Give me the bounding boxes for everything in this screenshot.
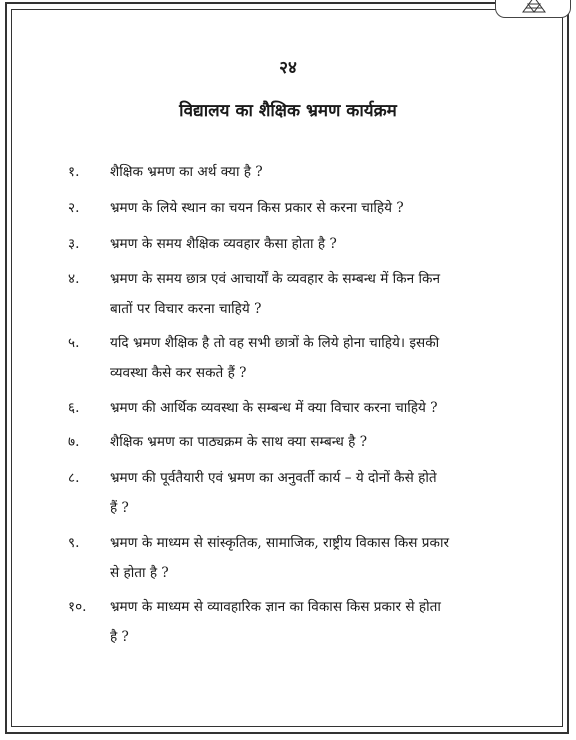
question-number: ९. xyxy=(68,535,80,551)
question-number: २. xyxy=(68,200,80,216)
question-number: ७. xyxy=(68,434,80,450)
question-text: भ्रमण के माध्यम से व्यावहारिक ज्ञान का विकास किस प्रकार से होता है ? xyxy=(110,599,441,645)
question-text: भ्रमण के लिये स्थान का चयन किस प्रकार से करना चाहिये ? xyxy=(110,200,404,216)
chapter-title: विद्यालय का शैक्षिक भ्रमण कार्यक्रम xyxy=(179,101,397,121)
question-text: शैक्षिक भ्रमण का पाठ्यक्रम के साथ क्या सम्बन्ध है ? xyxy=(110,434,367,450)
question-number: ३. xyxy=(68,236,80,252)
question-text: शैक्षिक भ्रमण का अर्थ क्या है ? xyxy=(110,164,263,180)
question-text: यदि भ्रमण शैक्षिक है तो वह सभी छात्रों के लिये होना चाहिये। इसकी व्यवस्था कैसे कर सकते हैं ? xyxy=(110,335,440,381)
question-text: भ्रमण के समय छात्र एवं आचार्यों के व्यवहार के सम्बन्ध में किन किन बातों पर विचार करना चाहिये ? xyxy=(110,271,440,317)
question-text: भ्रमण के माध्यम से सांस्कृतिक, सामाजिक, राष्ट्रीय विकास किस प्रकार से होता है ? xyxy=(110,535,450,581)
question-number: ८. xyxy=(68,470,80,486)
emblem-icon xyxy=(520,0,548,14)
question-number: ५. xyxy=(68,335,80,351)
emblem-tab xyxy=(495,0,571,18)
question-text: भ्रमण के समय शैक्षिक व्यवहार कैसा होता है ? xyxy=(110,236,337,252)
chapter-number: २४ xyxy=(279,58,297,78)
question-text: भ्रमण की पूर्वतैयारी एवं भ्रमण का अनुवर्ती कार्य – ये दोनों कैसे होते हैं ? xyxy=(110,470,437,516)
question-number: १. xyxy=(68,164,80,180)
question-number: ४. xyxy=(68,271,80,287)
question-text: भ्रमण की आर्थिक व्यवस्था के सम्बन्ध में क्या विचार करना चाहिये ? xyxy=(110,400,438,416)
question-number: ६. xyxy=(68,400,80,416)
question-number: १०. xyxy=(68,599,87,615)
